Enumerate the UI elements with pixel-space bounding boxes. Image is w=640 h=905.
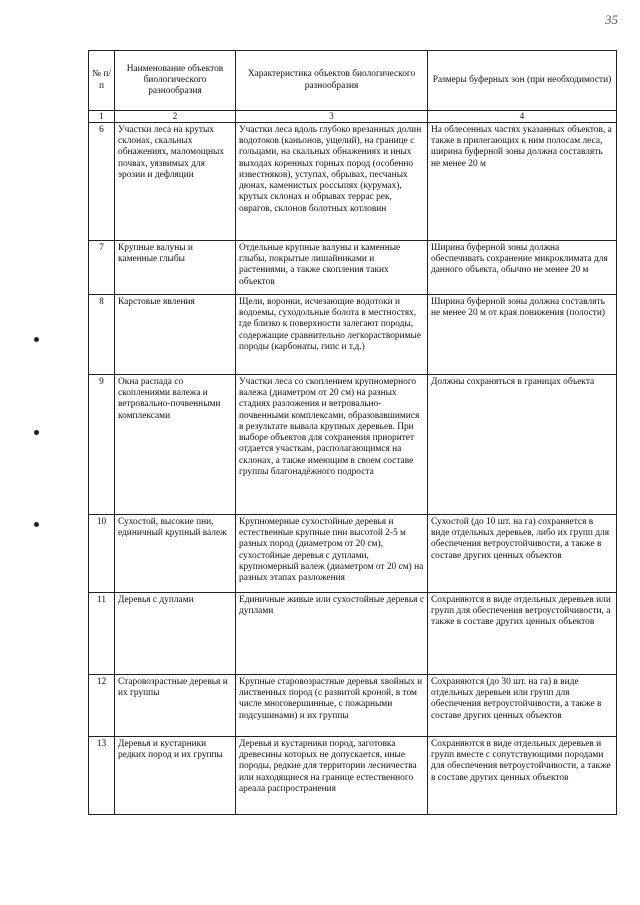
table-row (89, 592, 617, 674)
header-description: Характеристика объектов биологического разнообразия (236, 51, 428, 111)
margin-dot (34, 522, 39, 527)
object-name: Деревья и кустарники редких пород и их группы (115, 736, 236, 814)
table-row (89, 514, 617, 592)
table-row (89, 374, 617, 514)
object-description: Крупные старовозрастные деревья хвойных и лиственных пород (с развитой кроной, в том числе многовершинные, с пожарными подсушинами) и их группы (236, 674, 428, 736)
column-index: 4 (428, 111, 617, 123)
row-number: 13 (89, 736, 115, 814)
row-number: 12 (89, 674, 115, 736)
row-number: 9 (89, 374, 115, 514)
object-description: Участки леса вдоль глубоко врезанных долин водотоков (каньонов, ущелий), на границе с гольцами, на скальных обнажениях и иных выходах коренных горных пород (особенно известняков), уступах, обрывах, песчаных дюнах, каменистых россыпях (курумах), крутых склонах и обрывах террас рек, оврагов, склонов болотных котловин (236, 122, 428, 240)
object-description: Единичные живые или сухостойные деревья с дуплами (236, 592, 428, 674)
header-buffer-zone: Размеры буферных зон (при необходимости) (428, 51, 617, 111)
object-name: Старовозрастные деревья и их группы (115, 674, 236, 736)
buffer-zone: Сохраняются (до 30 шт. на га) в виде отдельных деревьев или групп для обеспечения ветроустойчивости, а также в составе других ценных объектов (428, 674, 617, 736)
margin-dot (34, 430, 39, 435)
row-number: 10 (89, 514, 115, 592)
object-name: Карстовые явления (115, 294, 236, 374)
row-number: 8 (89, 294, 115, 374)
column-index: 2 (115, 111, 236, 123)
table-row (89, 122, 617, 240)
object-description: Деревья и кустарники пород, заготовка древесины которых не допускается, иные породы, редкие для территории лесничества или находящиеся на границе естественного ареала распространения (236, 736, 428, 814)
page-number: 35 (605, 12, 618, 27)
object-name: Деревья с дуплами (115, 592, 236, 674)
column-index: 3 (236, 111, 428, 123)
row-number: 7 (89, 240, 115, 294)
column-index: 1 (89, 111, 115, 123)
row-number: 6 (89, 122, 115, 240)
object-name: Крупные валуны и каменные глыбы (115, 240, 236, 294)
object-description: Отдельные крупные валуны и каменные глыбы, покрытые лишайниками и растениями, а также скопления таких объектов (236, 240, 428, 294)
row-number: 11 (89, 592, 115, 674)
object-name: Сухостой, высокие пни, единичный крупный валеж (115, 514, 236, 592)
buffer-zone: Ширина буферной зоны должна обеспечивать сохранение микроклимата для данного объекта, обычно не менее 20 м (428, 240, 617, 294)
biodiversity-table (88, 50, 617, 815)
margin-dot (34, 337, 39, 342)
buffer-zone: Сухостой (до 10 шт. на га) сохраняется в виде отдельных деревьев, либо их групп для обеспечения ветроустойчивости, а также в составе других ценных объектов (428, 514, 617, 592)
table-row (89, 240, 617, 294)
buffer-zone: Ширина буферной зоны должна составлять не менее 20 м от края понижения (полости) (428, 294, 617, 374)
buffer-zone: Сохраняются в виде отдельных деревьев или групп для обеспечения ветроустойчивости, а также в составе других ценных объектов (428, 592, 617, 674)
table-row (89, 736, 617, 814)
object-name: Окна распада со скоплениями валежа и ветровально-почвенными комплексами (115, 374, 236, 514)
header-num: № п/п (89, 51, 115, 111)
object-description: Участки леса со скоплением крупномерного валежа (диаметром от 20 см) на разных стадиях разложения и ветровально-почвенными комплексами, образовавшимися в результате вывала крупных деревьев. При выборе объектов для сохранения приоритет отдается участкам, располагающимся на склонах, а также имеющим в своем составе группы благонадёжного подроста (236, 374, 428, 514)
column-index-row (89, 111, 617, 123)
table-row (89, 294, 617, 374)
object-description: Щели, воронки, исчезающие водотоки и водоемы, суходольные болота в местностях, где близко к поверхности залегают породы, содержащие сравнительно легкорастворимые породы (карбонаты, гипс и т.д.) (236, 294, 428, 374)
header-name: Наименование объектов биологического разнообразия (115, 51, 236, 111)
object-description: Крупномерные сухостойные деревья и естественные крупные пни высотой 2-5 м разных пород (диаметром от 20 см), сухостойные деревья с дуплами, крупномерный валеж (диаметром от 20 см) на разных этапах разложения (236, 514, 428, 592)
buffer-zone: Должны сохраняться в границах объекта (428, 374, 617, 514)
header-row (89, 51, 617, 111)
object-name: Участки леса на крутых склонах, скальных обнажениях, маломощных почвах, уязвимых для эрозии и дефляции (115, 122, 236, 240)
table-row (89, 674, 617, 736)
buffer-zone: Сохраняются в виде отдельных деревьев и групп вместе с сопутствующими породами для обеспечения ветроустойчивости, а также в составе других ценных объектов (428, 736, 617, 814)
buffer-zone: На облесенных частях указанных объектов, а также в прилегающих к ним полосам леса, ширина буферной зоны должна составлять не менее 20 м (428, 122, 617, 240)
